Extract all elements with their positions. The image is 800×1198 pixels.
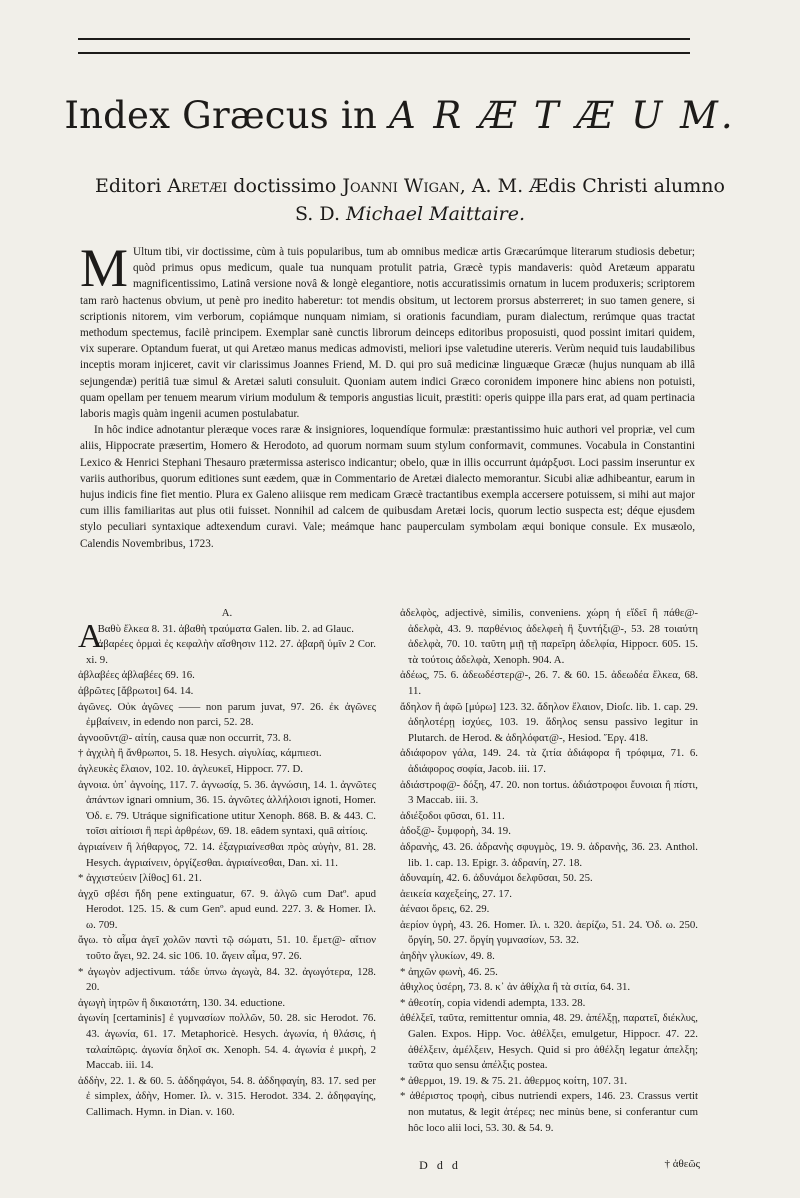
index-entry: ἀδιάστροφ@- δόξη, 47. 20. non tortus. ἀδιάστροφοι ἔυνοιαι ἢ πίστι, 3 Maccab. iii. 3. — [400, 778, 698, 807]
index-column-right — [400, 606, 698, 1176]
index-entry: ἀβαρέες ὁρμαὶ ἐς κεφαλὴν αἴσθησιν 112. 27. ἀβαρῆ ὑμῖν 2 Cor. xi. 9. — [86, 638, 376, 666]
dedication-aretaei: Aretæi — [167, 175, 228, 197]
preface-paragraph-1 — [80, 238, 695, 422]
index-entry: ἀγλευκὲς ἔλαιον, 102. 10. ἀγλευκεῖ, Hippocr. 77. D. — [78, 762, 303, 775]
index-column-left — [78, 606, 376, 1176]
index-entry: ἀγνοια. ὑπ᾽ ἀγνοίης, 117. 7. ἀγνωσίᾳ, 5. 36. ἀγνώσιη, 14. 1. ἀγνῶτες ἀπάντων ignari omnium, 36. 15. ἀγνῶτες ἀλλήλοισι ignoti, Homer. Ὀδ. ε. 79. Utráque significatione utitur Xenoph. 868. B. & 443. C. τοῖσι αἰτίοισι ἢ περὶ ἀρθρέων, 69. 18. eâdem syntaxi, quâ αἰτίοις. — [78, 778, 376, 838]
dedication-text: doctissimo — [227, 175, 343, 197]
dedication-maittaire: Michael Maittaire. — [346, 203, 526, 225]
index-entry: ἀβρῶτες [ἄβρωτοι] 64. 14. — [78, 684, 194, 697]
index-entry: ἀδυναμίη, 42. 6. ἀδυνάμοι δελφῦσαι, 50. 25. — [400, 872, 593, 885]
index-entry: ἀεικεία καχεξείης, 27. 17. — [400, 887, 512, 900]
index-entry: * ἀθερμοι, 19. 19. & 75. 21. ἀθερμος κοίτη, 107. 31. — [400, 1074, 628, 1087]
index-entry: † ἀγχιλὴ ἢ ἄνθρωποι, 5. 18. Hesych. αἰγυλίας, κάμπιεσι. — [78, 747, 322, 760]
dedication-text: S. D. — [294, 203, 347, 225]
index-columns — [78, 606, 698, 1176]
index-entry: ἀγνοοῦντ@- αἰτίη, causa quæ non occurrit, 73. 8. — [78, 731, 292, 744]
dedication — [60, 172, 760, 228]
index-entry: ἀδελφὸς, adjectivè, similis, conveniens. χώρη ἡ εἴδεῖ ἢ πάθε@- ἀδελφὰ, 43. 9. παρθένιος ἀδελφεὴ ἢ ξυντήξι@-, 53. 28 τοιαύτη ἀδελφὰ, 70. 10. ταῦτη μιῇ τῇ παρεῖρη ἀδελφία, Hippocr. 605. 15. τὰ τούτοις ἀδελφὰ, Xenoph. 904. A. — [400, 607, 698, 666]
signature-mark: D d d — [419, 1158, 461, 1172]
index-entry: ἄδηλον ἢ ἀφῶ [μύρω] 123. 32. ἄδηλον ἔλαιον, Dioſc. lib. 1. cap. 29. ἀδηλοτέρῃ ἰσχύες, 103. 19. ἄδηλος sensu passivo legitur in Plutarch. de Herod. & ἀδηλόφατ@-, Hesiod. Ἔργ. 418. — [400, 700, 698, 744]
preface — [80, 238, 695, 552]
page-title — [0, 94, 800, 137]
index-entry: ἀηδὴν γλυκίων, 49. 8. — [400, 950, 495, 963]
index-entry: ἀγωγὴ ἰητρῶν ἢ δικαιοτάτη, 130. 34. eductione. — [78, 996, 286, 1009]
drop-cap: M — [80, 238, 129, 298]
index-entry: * ἀηχῶν φωνὴ, 46. 25. — [400, 965, 498, 978]
title-author: A R Æ T Æ U M. — [388, 94, 736, 137]
index-entry: ἀδδὴν, 22. 1. & 60. 5. ἀδδηφάγοι, 54. 8. ἀδδηφαγίη, 83. 17. sed per ἐ simplex, ἀδὴν, Homer. Ιλ. ν. 315. Herodot. 334. 2. ἀδηφαγίης, Callimach. Hymn. in Dian. v. 160. — [78, 1074, 376, 1118]
catchword: † ἀθεῶς — [664, 1158, 700, 1170]
index-entry: ἀβλαβέες ἀβλαβέες 69. 16. — [78, 669, 195, 682]
title-main: Index Græcus in — [64, 94, 377, 137]
index-entry: ἀθέλξεῖ, ταῦτα, remittentur omnia, 48. 29. ἀπέλξῃ, παρατεῖ, διέκλυς, Galen. Expos. Hipp. Voc. ἀθέλξει, emulgetur, Hippocr. 47. 22. ἀθέλξειν, ἀμέλξειν, Hesych. Quid si pro ἀθέλξη legatur ἀπελξη; ταῦτα quo sensu ἀπέλξις postea. — [400, 1012, 698, 1072]
index-entry: ἀέναοι ὄρεις, 62. 29. — [400, 903, 490, 916]
index-entry: ἀγριαίνειν ἢ λήθαργος, 72. 14. ἐξαγριαίνεσθαι πρὸς αὐγὴν, 81. 28. Hesych. ἀγριαίνειν, ὀργίζεσθαι. ἀγριαίνεσθαι, Dan. xi. 11. — [78, 840, 376, 869]
index-entry: ἄγω. τὸ αἷμα ἀγεῖ χολῶν παντὶ τῷ σώματι, 51. 10. ἔμετ@- αἴτιον τοῦτο ἄγει, 92. 24. sic 106. 10. ἄγειν αἷμα, 97. 26. — [78, 934, 376, 963]
index-entry: ἀδέως, 75. 6. ἀδεωδέστερ@-, 26. 7. & 60. 15. ἀδεωδέα ἔλκεα, 68. 11. — [400, 669, 698, 697]
index-entry: * ἀθεοτίη, copia videndi adempta, 133. 28. — [400, 996, 586, 1009]
index-entry: ἀδιέξοδοι φῦσαι, 61. 11. — [400, 809, 505, 822]
index-entry: * ἀθέριστος τροφὴ, cibus nutriendi expers, 146. 23. Crassus vertit non mutatus, & legit ἀτέρες; nec minùs bene, si conferantur cum hôc loco alii loci, 53. 30. & 54. 9. — [400, 1090, 698, 1134]
index-entry: ἀδοξ@- ξυμφορὴ, 34. 19. — [400, 825, 511, 838]
index-entry: ἀγχῦ σβέσι ἤδη pene extinguatur, 67. 9. ἀλγῶ cum Datº. apud Herodot. 125. 15. & cum Genº. apud eund. 227. 3. & Homer. Ιλ. ω. 709. — [78, 887, 376, 931]
dedication-line-2 — [60, 200, 760, 228]
dedication-text: Editori — [95, 175, 168, 197]
preface-text-1: Ultum tibi, vir doctissime, cùm à tuis popularibus, tum ab omnibus medicæ artis Græcarúmque literarum studiosis debetur; quòd primus opus medicum, quale tua nunquam protulit patria, Græcè typis mandaveris: quòd Aretæum apparatu magnificentissimo, Latinâ versione novâ & longè elegantiore, notis accuratissimis ornatum in lucem produxeris; scriptorem tam rarò hactenus obvium, ut penè pro inedito haberetur: tot mendis obsitum, ut lectorem prorsus absterreret; in suo tamen genere, si scriptionis nitorem, vim verborum, copiámque nunquam nimiam, si orationis facundiam, puram dialectum, rerúmque quas tractat methodum spectemus, facilè principem. Exemplar sanè cunctis librorum deinceps editoribus proposuisti, quod possint imitari quidem, vix superare. Optandum fuerat, ut qui Aretæo manus medicas admovisti, meliori ipse valetudine utereris. Verùm nequid tuis laudabilibus inceptis moram injiceret, cavit vir clarissimus Joannes Friend, M. D. qui pro suâ medicinæ linguæque Græcæ (hujus nunquam ab illâ sejungendæ) peritiâ tuæ simul & Aretæi saluti consuluit. Quoniam autem indici Græco coronidem imponere hinc abiens non potuisti, quam opellam per tenuem mearum virium modulum & temporis angustias licuit, præstiti: operis quippe illa pars erat, ad quam pertinacia laboris magìs quàm ingenii acumen postulabatur. — [80, 246, 695, 421]
dedication-text: , A. M. Ædis Christi alumno — [459, 175, 725, 197]
index-entry-text: Βαθὺ ἔλκεα 8. 31. ἀβαθὴ τραύματα Galen. lib. 2. ad Glauc. — [97, 622, 354, 635]
index-entry: * ἀγχιστεύειν [λίθος] 61. 21. — [78, 872, 202, 885]
index-entry: ἀδρανὴς, 43. 26. ἀδρανὴς σφυγμὸς, 19. 9. ἀδρανὴς, 36. 23. Anthol. lib. 1. cap. 13. Epigr. 3. ἀδρανίη, 27. 18. — [400, 840, 698, 869]
index-entry: ἀδιάφορον γάλα, 149. 24. τὰ ζιτία ἀδιάφορα ἢ τρόφιμα, 71. 6. ἀδιάφορος σοφία, Jacob. iii. 17. — [400, 747, 698, 775]
index-entry: ἀγῶνες. Οὐκ ἀγῶνες —— non parum juvat, 97. 26. ἐκ ἀγῶνες ἐμβαίνειν, in edendo non parci, 52. 28. — [78, 700, 376, 729]
index-entry: ἀθιχλος ὑσέρη, 73. 8. κ᾽ ἀν ἀθίχλα ἢ τὰ σιτία, 64. 31. — [400, 981, 631, 994]
dedication-line-1 — [60, 172, 760, 200]
index-entry: ἀερίον ὑγρὴ, 43. 26. Homer. Ιλ. ι. 320. ἀερίζω, 51. 24. Ὀδ. ω. 250. ὄργίη, 50. 27. ὄργίη γυμνασίων, 53. 32. — [400, 918, 698, 947]
second-rule — [78, 52, 690, 54]
preface-paragraph-2: In hôc indice adnotantur pleræque voces raræ & insigniores, loquendíque formulæ: præstantissimo huic authori vel propriæ, vel cum aliis, Hippocrate præsertim, Homero & Herodoto, ad quorum normam suum stylum conformavit, communes. Vocabula in Constantini Lexico & Henrici Stephani Thesauro prætermissa asterisco indicantur; obelo, quæ in illis occurrunt ἀμάρξυσι. Loci passim inseruntur ex variis authoribus, quorum editiones sunt eædem, quæ in Commentario de Aretæi dialecto memorantur. Sicubi aliæ adhibeantur, earum in hujus indicis fine fiet mentio. Plura ex Galeno aliisque rem medicam Græcè tractantibus exempla accersere potuissem, si mihi aut major cum illis familiaritas aut plus otii fuisset. Nonnihil ad calcem de quibusdam Aretæi locis, quorum lectio suspecta est; déque ejusdem stylo peculiari syntaxique adtexendum curavi. Vale; meámque hanc pauperculam symbolam æqui bonique consule. Ex musæolo, Calendis Novembribus, 1723. — [80, 424, 695, 550]
index-entry: * ἀγωγὸν adjectivum. τάδε ὑπνω ἀγωγὰ, 84. 32. ἀγωγότερα, 128. 20. — [78, 965, 376, 994]
index-initial-letter: A — [78, 617, 103, 655]
dedication-wigan: Joanni Wigan — [342, 175, 460, 197]
top-rule — [78, 38, 690, 40]
index-section-heading: A. — [221, 607, 233, 619]
index-entry: ἀγωνίη [certaminis] ἐ γυμνασίων πολλῶν, 50. 28. sic Herodot. 76. 43. ἀγωνία, 61. 17. Metaphoricè. Hesych. ἀγωνία, ἡ θλάσις, ἡ ταλαίπῶρις. ἀγωνία δηλοῖ σκ. Xenoph. 54. 4. ἀγωνία ἐ μικρὴ, 2 Maccab. iii. 14. — [78, 1012, 376, 1072]
